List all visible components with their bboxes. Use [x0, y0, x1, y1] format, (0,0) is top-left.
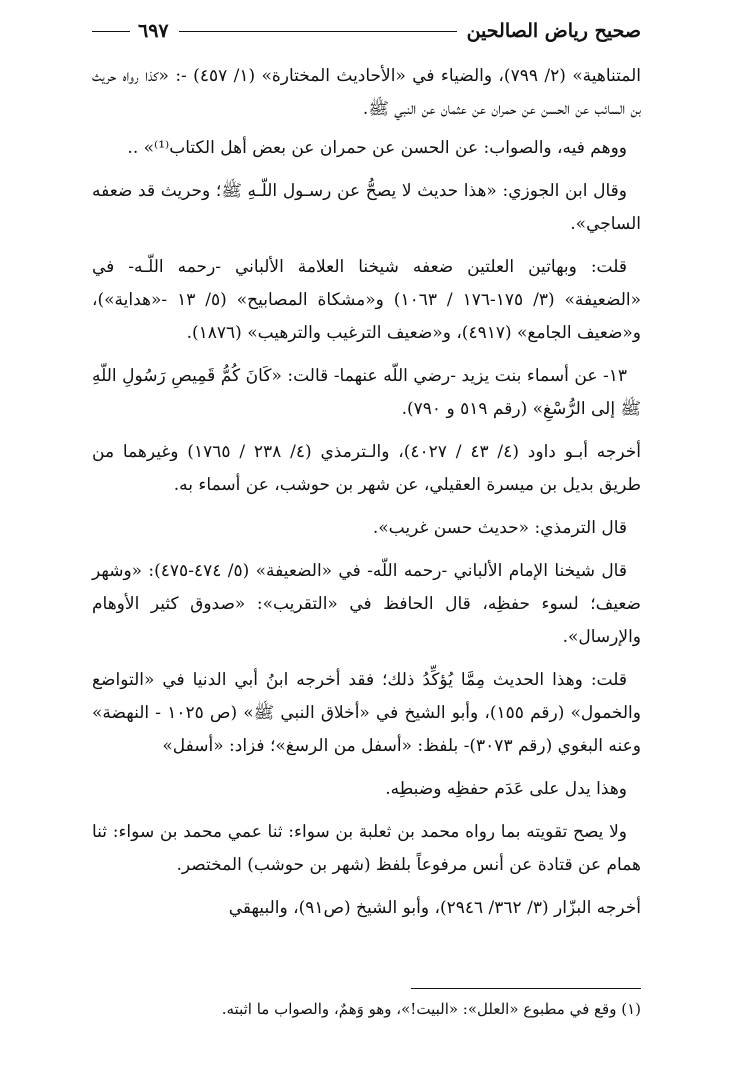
page-body: [92, 60, 641, 935]
paragraph: قال شيخنا الإمام الألباني -رحمه اللّه- في «الضعيفة» (٥/ ٤٧٤-٤٧٥): «وشهر ضعيف؛ لسوء حفظِه، قال الحافظ في «التقريب»: «صدوق كثير الأوهام والإرسال».: [92, 561, 641, 647]
paragraph: وقال ابن الجوزي: «هذا حديث لا يصحُّ عن رسـول اللّـهِ ﷺ؛ وحريث قد ضعفه الساجي».: [92, 181, 641, 234]
header-rule-tail: [92, 31, 130, 32]
paragraph: أخرجه أبـو داود (٤/ ٤٣ / ٤٠٢٧)، والـترمذي (٤/ ٢٣٨ / ١٧٦٥) وغيرهما من طريق بديل بن ميسرة العقيلي، عن شهر بن حوشب، عن أسماء به.: [92, 442, 641, 495]
footnote: (١) وقع في مطبوع «العلل»: «البيت!»، وهو وَهمٌ، والصواب ما اثبته.: [221, 1000, 641, 1018]
header-rule: [179, 31, 457, 32]
hadith-paragraph: ١٣- عن أسماء بنت يزيد -رضي اللّه عنهما- قالت: «كَانَ كُمُّ قَمِيصِ رَسُولِ اللّهِ ﷺ إلى الرُّسْغِ» (رقم ٥١٩ و ٧٩٠).: [92, 366, 641, 419]
paragraph: ولا يصح تقويته بما رواه محمد بن ثعلبة بن سواء: ثنا عمي محمد بن سواء: ثنا همام عن قتادة عن أنس مرفوعاً بلفظ (شهر بن حوشب) المختصر.: [92, 822, 641, 875]
paragraph: ووهم فيه، والصواب: عن الحسن عن حمران عن بعض أهل الكتاب⁽¹⁾» ..: [127, 138, 627, 158]
footnote-divider: [411, 988, 641, 989]
paragraph: قلت: وبهاتين العلتين ضعفه شيخنا العلامة الألباني -رحمه اللّـه- في «الضعيفة» (٣/ ١٧٥-١٧٦ / ١٠٦٣) و«مشكاة المصابيح» (٥/ ١٣ -«هداية»)، و«ضعيف الجامع» (٤٩١٧)، و«ضعيف الترغيب والترهيب» (١٨٧٦).: [92, 257, 642, 343]
paragraph: قال الترمذي: «حديث حسن غريب».: [372, 518, 627, 538]
page-header: [92, 16, 641, 46]
book-title: صحيح رياض الصالحين: [466, 20, 641, 42]
paragraph: قلت: وهذا الحديث مِمَّا يُؤكِّدُ ذلك؛ فقد أخرجه ابنُ أبي الدنيا في «التواضع والخمول» (رقم ١٥٥)، وأبو الشيخ في «أخلاق النبي ﷺ» (ص ١٠٢٥ - النهضة» وعنه البغوي (رقم ٣٠٧٣)- بلفظ: «أسفل من الرسغ»؛ فزاد: «أسفل»: [92, 670, 641, 756]
page-number: ٦٩٧: [138, 20, 169, 42]
paragraph: وهذا يدل على عَدَم حفظِه وضبطِه.: [385, 779, 627, 799]
paragraph: المتناهية» (٢/ ٧٩٩)، والضياء في «الأحاديث المختارة» (١/ ٤٥٧) -: «كذا رواه حريث بن السائب عن الحسن عن حمران عن عثمان عن النبي ﷺ.: [92, 66, 641, 119]
paragraph: أخرجه البزّار (٣/ ٣٦٢/ ٢٩٤٦)، وأبو الشيخ (ص٩١)، والبيهقي: [228, 898, 641, 918]
